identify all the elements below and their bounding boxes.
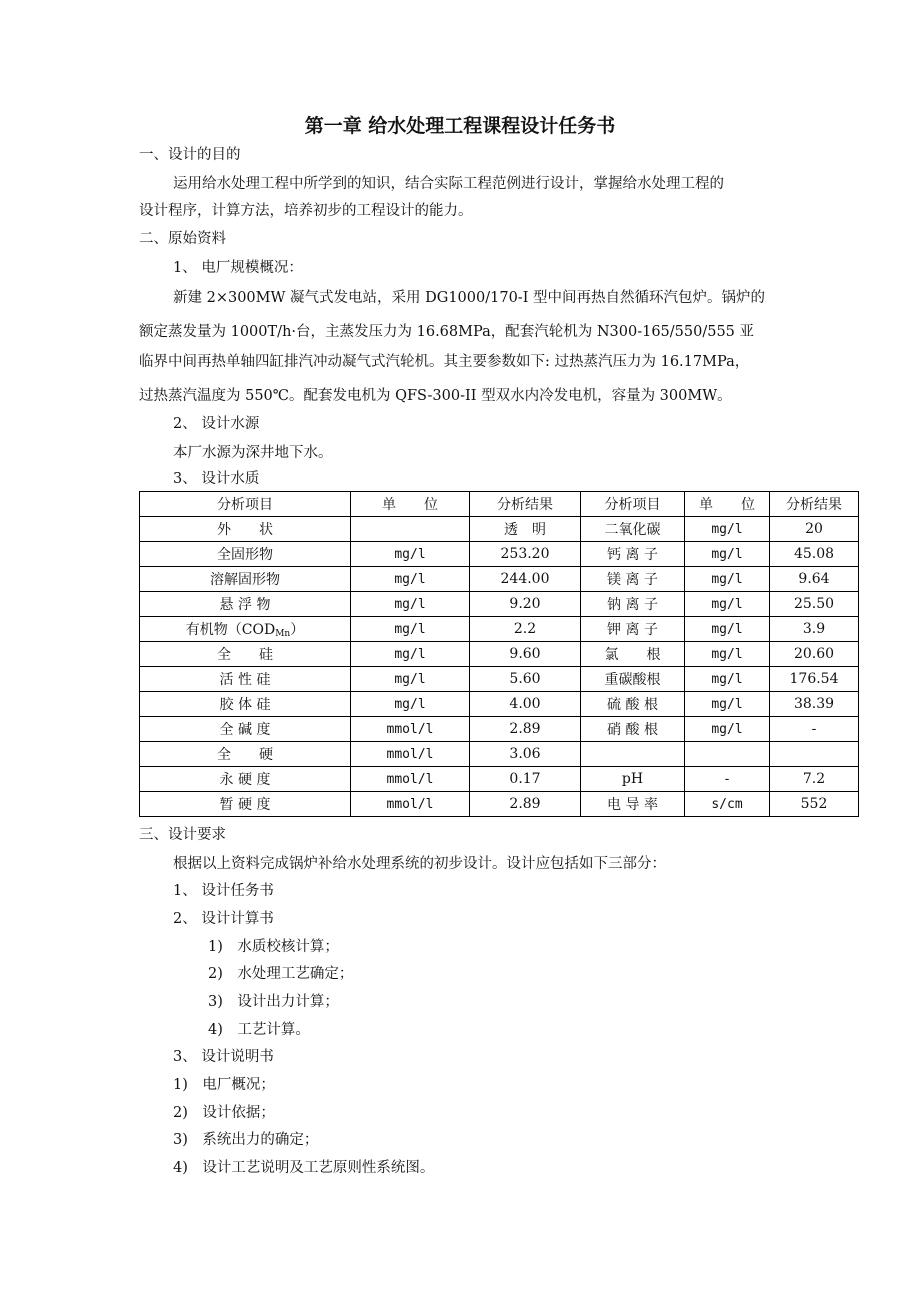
table-cell: mmol/l: [351, 792, 470, 817]
table-cell: 4.00: [470, 692, 581, 717]
list-item: 4) 设计工艺说明及工艺原则性系统图。: [173, 1160, 435, 1176]
list-item: 1、 设计任务书: [173, 883, 274, 899]
table-cell: mg/l: [685, 617, 770, 642]
table-cell: 全 硬: [140, 742, 351, 767]
table-cell: 9.60: [470, 642, 581, 667]
table-cell: 暂 硬 度: [140, 792, 351, 817]
table-cell: mg/l: [351, 542, 470, 567]
table-cell: 2.2: [470, 617, 581, 642]
list-item: 3、 设计说明书: [173, 1049, 274, 1065]
organic-label: 有机物（COD: [185, 622, 276, 638]
table-cell: 永 硬 度: [140, 767, 351, 792]
table-cell: mg/l: [685, 692, 770, 717]
table-cell: -: [685, 767, 770, 792]
table-cell: 3.06: [470, 742, 581, 767]
table-cell: mg/l: [685, 592, 770, 617]
table-cell: s/cm: [685, 792, 770, 817]
table-row: [140, 642, 859, 667]
table-cell: mg/l: [351, 667, 470, 692]
table-cell: 7.2: [770, 767, 859, 792]
list-item: 2) 水处理工艺确定；: [208, 966, 354, 982]
table-cell: 镁 离 子: [581, 567, 685, 592]
table-cell: mg/l: [685, 667, 770, 692]
table-cell: 钾 离 子: [581, 617, 685, 642]
paragraph-line: 根据以上资料完成锅炉补给水处理系统的初步设计。设计应包括如下三部分：: [173, 856, 666, 872]
table-cell: mg/l: [351, 592, 470, 617]
list-item: 3) 系统出力的确定；: [173, 1132, 319, 1148]
table-header: 单 位: [685, 492, 770, 517]
list-item: 2) 设计依据；: [173, 1105, 275, 1121]
table-cell: 25.50: [770, 592, 859, 617]
table-row: [140, 667, 859, 692]
table-cell: mmol/l: [351, 717, 470, 742]
table-cell: mg/l: [351, 692, 470, 717]
list-item: 2、 设计计算书: [173, 911, 274, 927]
table-row: [140, 792, 859, 817]
table-header: 分析项目: [140, 492, 351, 517]
paragraph-line: 新建 2×300MW 凝气式发电站，采用 DG1000/170-I 型中间再热自然循环汽包炉。锅炉的: [173, 290, 766, 306]
table-cell: 钠 离 子: [581, 592, 685, 617]
table-cell: 重碳酸根: [581, 667, 685, 692]
paragraph-line: 本厂水源为深井地下水。: [173, 445, 333, 461]
water-quality-table: [139, 491, 859, 817]
table-cell: 电 导 率: [581, 792, 685, 817]
table-cell: 9.20: [470, 592, 581, 617]
table-cell: -: [770, 717, 859, 742]
table-row: [140, 692, 859, 717]
subsection-heading: 1、 电厂规模概况：: [173, 260, 303, 276]
table-cell: 2.89: [470, 792, 581, 817]
table-cell: 透 明: [470, 517, 581, 542]
table-cell: 溶解固形物: [140, 567, 351, 592]
list-item: 4) 工艺计算。: [208, 1022, 310, 1038]
subsection-heading: 2、 设计水源: [173, 416, 260, 432]
table-cell: [140, 617, 351, 642]
table-header: 分析结果: [470, 492, 581, 517]
subsection-heading: 3、 设计水质: [173, 471, 260, 487]
table-cell: 0.17: [470, 767, 581, 792]
table-cell: mg/l: [685, 642, 770, 667]
table-cell: 悬 浮 物: [140, 592, 351, 617]
table-cell: 176.54: [770, 667, 859, 692]
table-cell: [770, 742, 859, 767]
table-cell: 20.60: [770, 642, 859, 667]
table-row: [140, 617, 859, 642]
table-cell: 253.20: [470, 542, 581, 567]
table-row: [140, 742, 859, 767]
list-item: 1) 电厂概况；: [173, 1077, 275, 1093]
paragraph-line: 运用给水处理工程中所学到的知识，结合实际工程范例进行设计，掌握给水处理工程的: [173, 176, 724, 192]
section-heading: 一、设计的目的: [139, 147, 241, 163]
table-header: 单 位: [351, 492, 470, 517]
list-item: 1) 水质校核计算；: [208, 939, 339, 955]
table-cell: mg/l: [351, 617, 470, 642]
table-header: 分析结果: [770, 492, 859, 517]
table-cell: pH: [581, 767, 685, 792]
table-cell: [351, 517, 470, 542]
table-row: [140, 767, 859, 792]
table-header-row: [140, 492, 859, 517]
table-cell: 活 性 硅: [140, 667, 351, 692]
table-cell: 氯 根: [581, 642, 685, 667]
organic-close: ）: [290, 622, 305, 638]
table-cell: 9.64: [770, 567, 859, 592]
table-cell: 20: [770, 517, 859, 542]
table-cell: 全 硅: [140, 642, 351, 667]
table-cell: 5.60: [470, 667, 581, 692]
table-header: 分析项目: [581, 492, 685, 517]
table-cell: [685, 742, 770, 767]
table-row: [140, 517, 859, 542]
table-cell: mg/l: [351, 642, 470, 667]
table-cell: 38.39: [770, 692, 859, 717]
table-cell: mmol/l: [351, 767, 470, 792]
table-cell: 552: [770, 792, 859, 817]
table-row: [140, 592, 859, 617]
table-row: [140, 717, 859, 742]
table-cell: 硝 酸 根: [581, 717, 685, 742]
section-heading: 三、设计要求: [139, 827, 226, 843]
table-cell: 硫 酸 根: [581, 692, 685, 717]
organic-subscript: Mn: [275, 629, 291, 639]
table-cell: mg/l: [685, 717, 770, 742]
table-row: [140, 542, 859, 567]
table-cell: 钙 离 子: [581, 542, 685, 567]
table-cell: 244.00: [470, 567, 581, 592]
table-cell: mmol/l: [351, 742, 470, 767]
table-row: [140, 567, 859, 592]
table-cell: 2.89: [470, 717, 581, 742]
table-cell: 全固形物: [140, 542, 351, 567]
table-cell: 二氧化碳: [581, 517, 685, 542]
table-cell: [581, 742, 685, 767]
page-title: 第一章 给水处理工程课程设计任务书: [304, 115, 616, 137]
paragraph-line: 额定蒸发量为 1000T/h·台，主蒸发压力为 16.68MPa，配套汽轮机为 N300-165/550/555 亚: [139, 324, 755, 340]
section-heading: 二、原始资料: [139, 231, 226, 247]
table-cell: mg/l: [351, 567, 470, 592]
table-cell: 外 状: [140, 517, 351, 542]
table-cell: 45.08: [770, 542, 859, 567]
paragraph-line: 过热蒸汽温度为 550℃。配套发电机为 QFS-300-II 型双水内冷发电机，容量为 300MW。: [139, 388, 732, 404]
table-cell: mg/l: [685, 517, 770, 542]
paragraph-line: 设计程序，计算方法，培养初步的工程设计的能力。: [139, 203, 473, 219]
table-cell: 3.9: [770, 617, 859, 642]
table-cell: mg/l: [685, 542, 770, 567]
table-cell: mg/l: [685, 567, 770, 592]
table-cell: 胶 体 硅: [140, 692, 351, 717]
list-item: 3) 设计出力计算；: [208, 994, 339, 1010]
paragraph-line: 临界中间再热单轴四缸排汽冲动凝气式汽轮机。其主要参数如下: 过热蒸汽压力为 16.17MPa，: [139, 354, 750, 370]
table-cell: 全 碱 度: [140, 717, 351, 742]
